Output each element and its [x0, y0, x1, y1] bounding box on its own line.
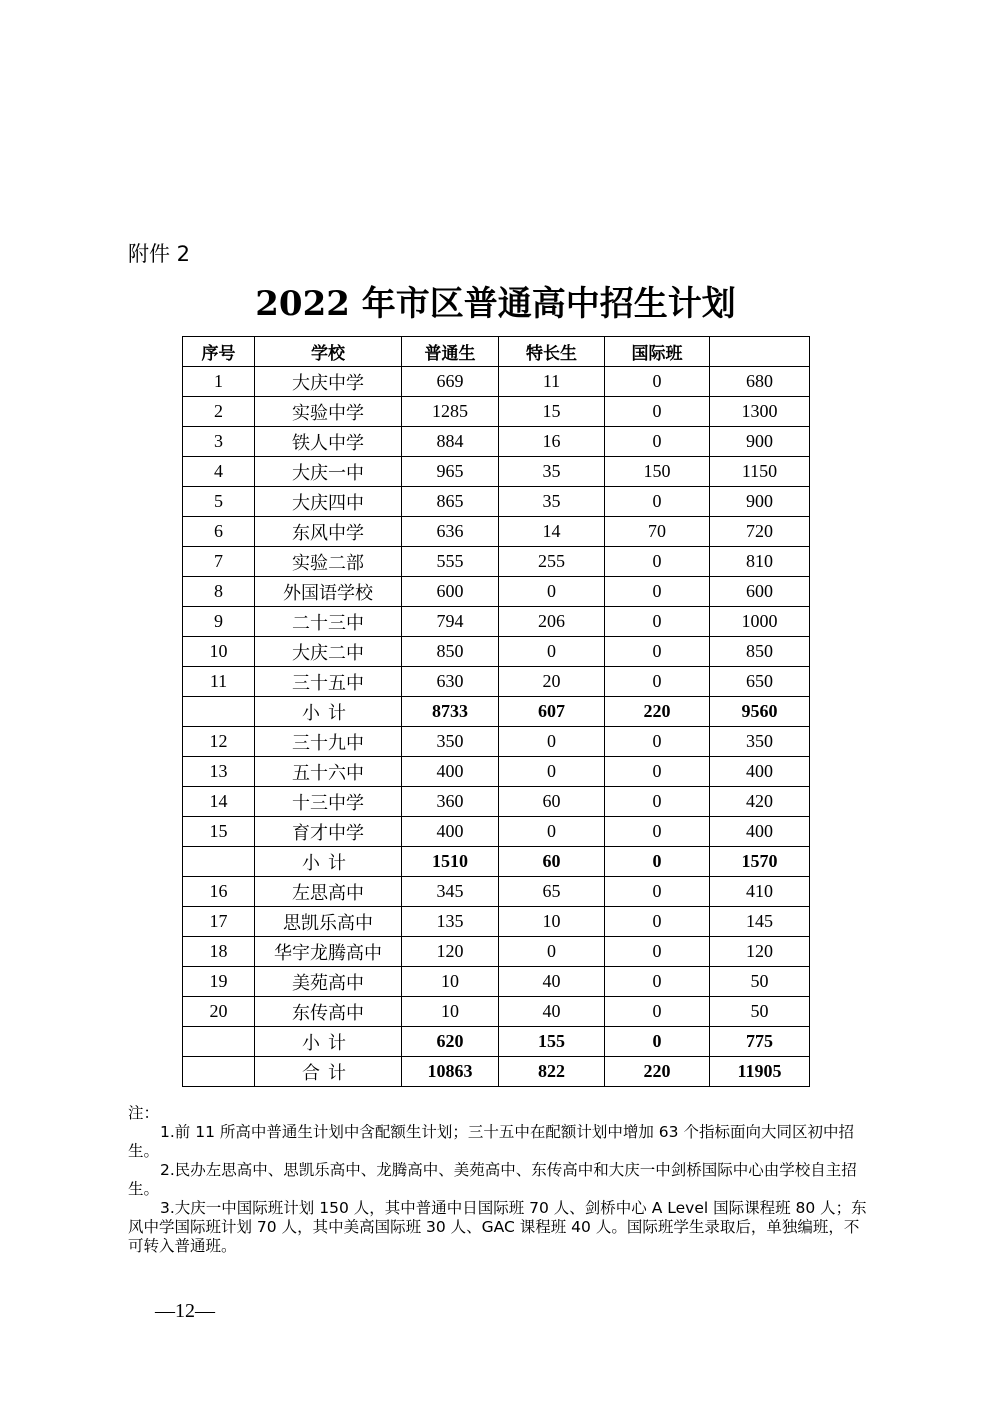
header-intl: 国际班	[605, 337, 710, 367]
table-row	[183, 607, 810, 637]
cell-school: 五十六中	[255, 757, 402, 787]
cell-total: 680	[710, 367, 810, 397]
cell-regular: 360	[402, 787, 499, 817]
cell-intl: 0	[605, 997, 710, 1027]
cell-intl: 0	[605, 937, 710, 967]
cell-school: 东传高中	[255, 997, 402, 1027]
cell-school: 小计	[255, 847, 402, 877]
cell-total: 50	[710, 997, 810, 1027]
document-title: 2022 年市区普通高中招生计划	[255, 284, 736, 324]
cell-special: 40	[499, 967, 605, 997]
cell-intl: 0	[605, 427, 710, 457]
table-row	[183, 637, 810, 667]
cell-special: 0	[499, 637, 605, 667]
cell-intl: 0	[605, 817, 710, 847]
cell-intl: 0	[605, 727, 710, 757]
header-total	[710, 337, 810, 367]
cell-intl: 0	[605, 877, 710, 907]
notes-label: 注：	[128, 1104, 160, 1122]
header-special: 特长生	[499, 337, 605, 367]
cell-intl: 0	[605, 847, 710, 877]
cell-special: 14	[499, 517, 605, 547]
cell-no: 20	[183, 997, 255, 1027]
cell-regular: 10	[402, 967, 499, 997]
table-row	[183, 667, 810, 697]
table-row	[183, 877, 810, 907]
table-row	[183, 907, 810, 937]
cell-school: 东风中学	[255, 517, 402, 547]
cell-regular: 120	[402, 937, 499, 967]
cell-school: 大庆二中	[255, 637, 402, 667]
cell-regular: 850	[402, 637, 499, 667]
cell-special: 0	[499, 727, 605, 757]
cell-total: 1000	[710, 607, 810, 637]
cell-total: 1150	[710, 457, 810, 487]
table-row	[183, 427, 810, 457]
cell-special: 607	[499, 697, 605, 727]
table-row	[183, 967, 810, 997]
cell-regular: 8733	[402, 697, 499, 727]
cell-regular: 636	[402, 517, 499, 547]
cell-intl: 0	[605, 787, 710, 817]
cell-special: 16	[499, 427, 605, 457]
cell-intl: 0	[605, 1027, 710, 1057]
header-no: 序号	[183, 337, 255, 367]
cell-no: 7	[183, 547, 255, 577]
cell-regular: 669	[402, 367, 499, 397]
table-subtotal-row	[183, 697, 810, 727]
cell-no: 19	[183, 967, 255, 997]
cell-total: 410	[710, 877, 810, 907]
cell-special: 60	[499, 787, 605, 817]
cell-school: 思凯乐高中	[255, 907, 402, 937]
cell-school: 三十九中	[255, 727, 402, 757]
cell-special: 822	[499, 1057, 605, 1087]
cell-no	[183, 697, 255, 727]
cell-intl: 0	[605, 757, 710, 787]
cell-regular: 794	[402, 607, 499, 637]
table-row	[183, 517, 810, 547]
cell-no: 12	[183, 727, 255, 757]
cell-no: 16	[183, 877, 255, 907]
cell-intl: 0	[605, 907, 710, 937]
cell-intl: 0	[605, 577, 710, 607]
cell-no	[183, 847, 255, 877]
cell-special: 10	[499, 907, 605, 937]
cell-no: 4	[183, 457, 255, 487]
cell-school: 小计	[255, 697, 402, 727]
table-row	[183, 997, 810, 1027]
cell-total: 1300	[710, 397, 810, 427]
cell-special: 0	[499, 937, 605, 967]
cell-school: 三十五中	[255, 667, 402, 697]
cell-no: 14	[183, 787, 255, 817]
table-row	[183, 547, 810, 577]
cell-school: 铁人中学	[255, 427, 402, 457]
cell-no: 3	[183, 427, 255, 457]
cell-no	[183, 1057, 255, 1087]
cell-special: 35	[499, 487, 605, 517]
cell-intl: 0	[605, 667, 710, 697]
table-row	[183, 937, 810, 967]
cell-intl: 0	[605, 967, 710, 997]
cell-total: 900	[710, 427, 810, 457]
cell-no: 5	[183, 487, 255, 517]
cell-total: 420	[710, 787, 810, 817]
cell-regular: 965	[402, 457, 499, 487]
cell-total: 850	[710, 637, 810, 667]
cell-regular: 1285	[402, 397, 499, 427]
cell-regular: 1510	[402, 847, 499, 877]
header-regular: 普通生	[402, 337, 499, 367]
cell-intl: 0	[605, 637, 710, 667]
cell-special: 0	[499, 757, 605, 787]
page-number: —12—	[155, 1300, 215, 1322]
cell-regular: 600	[402, 577, 499, 607]
cell-no: 6	[183, 517, 255, 547]
cell-school: 实验二部	[255, 547, 402, 577]
cell-intl: 0	[605, 607, 710, 637]
cell-school: 育才中学	[255, 817, 402, 847]
cell-special: 255	[499, 547, 605, 577]
table-subtotal-row	[183, 1027, 810, 1057]
cell-regular: 630	[402, 667, 499, 697]
cell-school: 二十三中	[255, 607, 402, 637]
cell-total: 11905	[710, 1057, 810, 1087]
cell-school: 大庆一中	[255, 457, 402, 487]
table-row	[183, 457, 810, 487]
cell-total: 1570	[710, 847, 810, 877]
cell-regular: 620	[402, 1027, 499, 1057]
cell-no: 2	[183, 397, 255, 427]
cell-school: 小计	[255, 1027, 402, 1057]
cell-total: 400	[710, 757, 810, 787]
cell-no: 15	[183, 817, 255, 847]
enrollment-plan-table	[182, 336, 810, 1087]
cell-special: 60	[499, 847, 605, 877]
table-subtotal-row	[183, 847, 810, 877]
note-item-1: 1.前 11 所高中普通生计划中含配额生计划；三十五中在配额计划中增加 63 个指标面向大同区初中招生。	[128, 1123, 854, 1160]
cell-total: 720	[710, 517, 810, 547]
cell-special: 0	[499, 817, 605, 847]
cell-school: 大庆四中	[255, 487, 402, 517]
cell-intl: 70	[605, 517, 710, 547]
cell-intl: 0	[605, 547, 710, 577]
cell-no: 13	[183, 757, 255, 787]
header-school: 学校	[255, 337, 402, 367]
cell-regular: 865	[402, 487, 499, 517]
notes	[128, 1104, 868, 1256]
cell-school: 合计	[255, 1057, 402, 1087]
table-subtotal-row	[183, 1057, 810, 1087]
cell-school: 十三中学	[255, 787, 402, 817]
table-row	[183, 487, 810, 517]
cell-no	[183, 1027, 255, 1057]
cell-regular: 400	[402, 817, 499, 847]
cell-school: 实验中学	[255, 397, 402, 427]
cell-no: 1	[183, 367, 255, 397]
note-item-3: 3.大庆一中国际班计划 150 人，其中普通中日国际班 70 人、剑桥中心 A Level 国际课程班 80 人；东风中学国际班计划 70 人，其中美高国际班 30 人、GAC 课程班 40 人。国际班学生录取后，单独编班，不可转入普通班。	[128, 1199, 867, 1255]
cell-total: 400	[710, 817, 810, 847]
cell-school: 外国语学校	[255, 577, 402, 607]
table-row	[183, 727, 810, 757]
cell-special: 40	[499, 997, 605, 1027]
cell-regular: 350	[402, 727, 499, 757]
cell-regular: 555	[402, 547, 499, 577]
cell-total: 120	[710, 937, 810, 967]
table-row	[183, 787, 810, 817]
cell-regular: 400	[402, 757, 499, 787]
cell-intl: 0	[605, 487, 710, 517]
cell-regular: 345	[402, 877, 499, 907]
cell-total: 350	[710, 727, 810, 757]
cell-special: 206	[499, 607, 605, 637]
table-row	[183, 397, 810, 427]
table-header-row	[183, 337, 810, 367]
cell-school: 大庆中学	[255, 367, 402, 397]
cell-total: 9560	[710, 697, 810, 727]
cell-school: 美苑高中	[255, 967, 402, 997]
cell-regular: 10863	[402, 1057, 499, 1087]
table-row	[183, 817, 810, 847]
cell-school: 华宇龙腾高中	[255, 937, 402, 967]
cell-total: 50	[710, 967, 810, 997]
cell-school: 左思高中	[255, 877, 402, 907]
cell-total: 600	[710, 577, 810, 607]
cell-special: 35	[499, 457, 605, 487]
table-body	[183, 367, 810, 1087]
cell-total: 650	[710, 667, 810, 697]
cell-no: 17	[183, 907, 255, 937]
cell-regular: 135	[402, 907, 499, 937]
cell-intl: 150	[605, 457, 710, 487]
cell-no: 8	[183, 577, 255, 607]
cell-special: 20	[499, 667, 605, 697]
cell-special: 155	[499, 1027, 605, 1057]
cell-regular: 884	[402, 427, 499, 457]
cell-special: 11	[499, 367, 605, 397]
cell-special: 15	[499, 397, 605, 427]
cell-intl: 220	[605, 697, 710, 727]
note-item-2: 2.民办左思高中、思凯乐高中、龙腾高中、美苑高中、东传高中和大庆一中剑桥国际中心由学校自主招生。	[128, 1161, 857, 1198]
cell-total: 775	[710, 1027, 810, 1057]
cell-total: 145	[710, 907, 810, 937]
cell-no: 18	[183, 937, 255, 967]
cell-total: 810	[710, 547, 810, 577]
cell-special: 0	[499, 577, 605, 607]
cell-regular: 10	[402, 997, 499, 1027]
attachment-label: 附件 2	[128, 242, 191, 266]
cell-no: 10	[183, 637, 255, 667]
cell-intl: 0	[605, 397, 710, 427]
cell-total: 900	[710, 487, 810, 517]
table-row	[183, 577, 810, 607]
table-row	[183, 757, 810, 787]
table-row	[183, 367, 810, 397]
cell-intl: 0	[605, 367, 710, 397]
cell-special: 65	[499, 877, 605, 907]
cell-no: 9	[183, 607, 255, 637]
cell-intl: 220	[605, 1057, 710, 1087]
cell-no: 11	[183, 667, 255, 697]
